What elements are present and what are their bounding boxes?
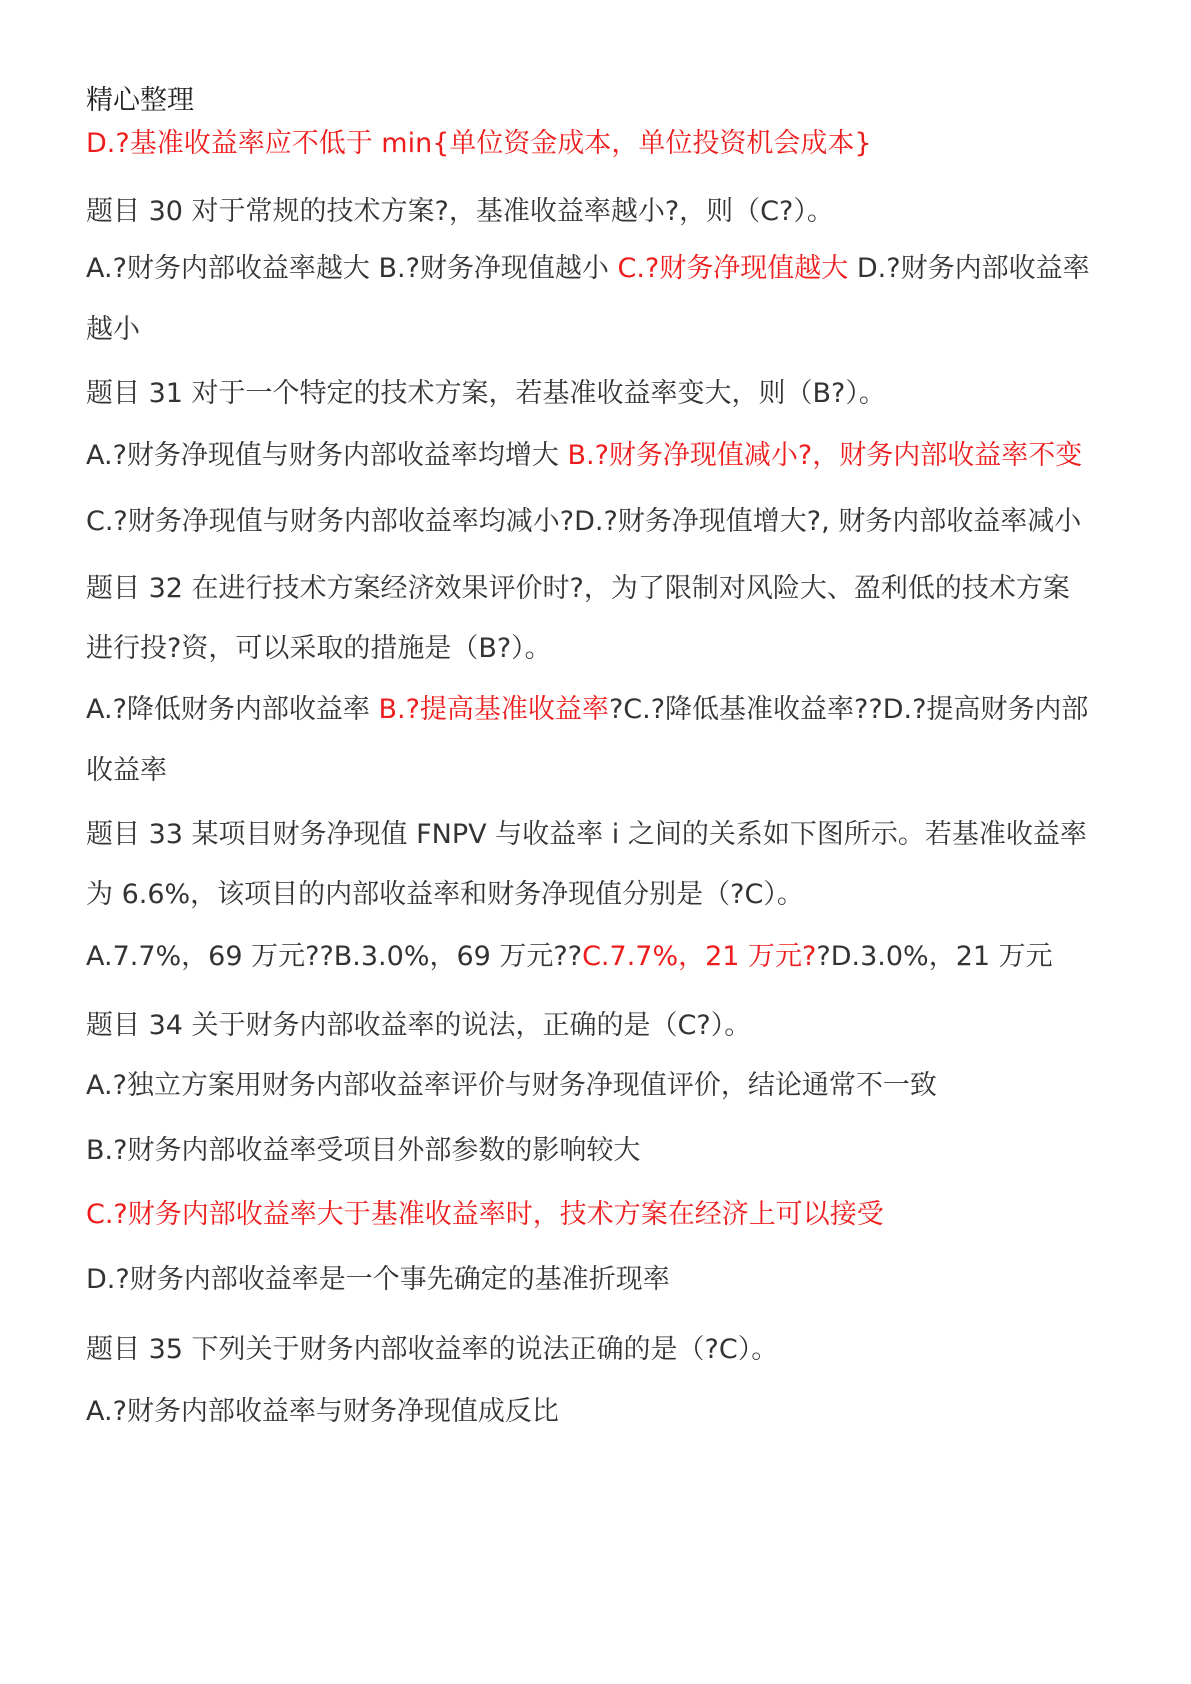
options-c-d: ?C.?降低基准收益率??D.?提高财务内部	[608, 694, 1089, 725]
question-30: 题目 30 对于常规的技术方案?，基准收益率越小?，则（C?）。	[86, 196, 834, 227]
option-d: D.?财务内部收益率	[848, 253, 1090, 284]
option-d: ?D.3.0%，21 万元	[816, 941, 1053, 972]
option-a-q35: A.?财务内部收益率与财务净现值成反比	[86, 1396, 559, 1427]
options-a-b: A.?财务内部收益率越大 B.?财务净现值越小	[86, 253, 618, 284]
question-32-line1: 题目 32 在进行技术方案经济效果评价时?，为了限制对风险大、盈利低的技术方案	[86, 573, 1070, 604]
question-33-line2: 为 6.6%，该项目的内部收益率和财务净现值分别是（?C）。	[86, 879, 804, 910]
page-header: 精心整理	[86, 85, 194, 116]
options-q30-line1	[86, 250, 1126, 288]
options-a-b: A.7.7%，69 万元??B.3.0%，69 万元??	[86, 941, 583, 972]
options-q31-line1	[86, 437, 1126, 475]
options-q31-line2: C.?财务净现值与财务内部收益率均减小?D.?财务净现值增大?, 财务内部收益率减小	[86, 506, 1082, 537]
option-a: A.?财务净现值与财务内部收益率均增大	[86, 440, 568, 471]
answer-option-d-q29: D.?基准收益率应不低于 min{单位资金成本，单位投资机会成本}	[86, 128, 872, 159]
option-a-q34: A.?独立方案用财务内部收益率评价与财务净现值评价，结论通常不一致	[86, 1070, 937, 1101]
option-d-q34: D.?财务内部收益率是一个事先确定的基准折现率	[86, 1264, 670, 1295]
question-34: 题目 34 关于财务内部收益率的说法，正确的是（C?）。	[86, 1010, 752, 1041]
correct-option-c: C.7.7%，21 万元?	[582, 941, 817, 972]
options-q32-line1	[86, 691, 1126, 729]
options-q30-line2: 越小	[86, 314, 140, 345]
question-35: 题目 35 下列关于财务内部收益率的说法正确的是（?C）。	[86, 1334, 779, 1365]
correct-option-c: C.?财务净现值越大	[617, 253, 849, 284]
question-31: 题目 31 对于一个特定的技术方案，若基准收益率变大，则（B?）。	[86, 378, 886, 409]
question-33-line1: 题目 33 某项目财务净现值 FNPV 与收益率 i 之间的关系如下图所示。若基准收益率	[86, 819, 1087, 850]
question-32-line2: 进行投?资，可以采取的措施是（B?）。	[86, 633, 552, 664]
correct-option-b: B.?财务净现值减小?，财务内部收益率不变	[567, 440, 1083, 471]
option-a: A.?降低财务内部收益率	[86, 694, 379, 725]
options-q33	[86, 938, 1126, 976]
correct-option-c-q34: C.?财务内部收益率大于基准收益率时，技术方案在经济上可以接受	[86, 1199, 884, 1230]
option-b-q34: B.?财务内部收益率受项目外部参数的影响较大	[86, 1135, 641, 1166]
options-q32-line2: 收益率	[86, 755, 167, 786]
correct-option-b: B.?提高基准收益率	[378, 694, 609, 725]
